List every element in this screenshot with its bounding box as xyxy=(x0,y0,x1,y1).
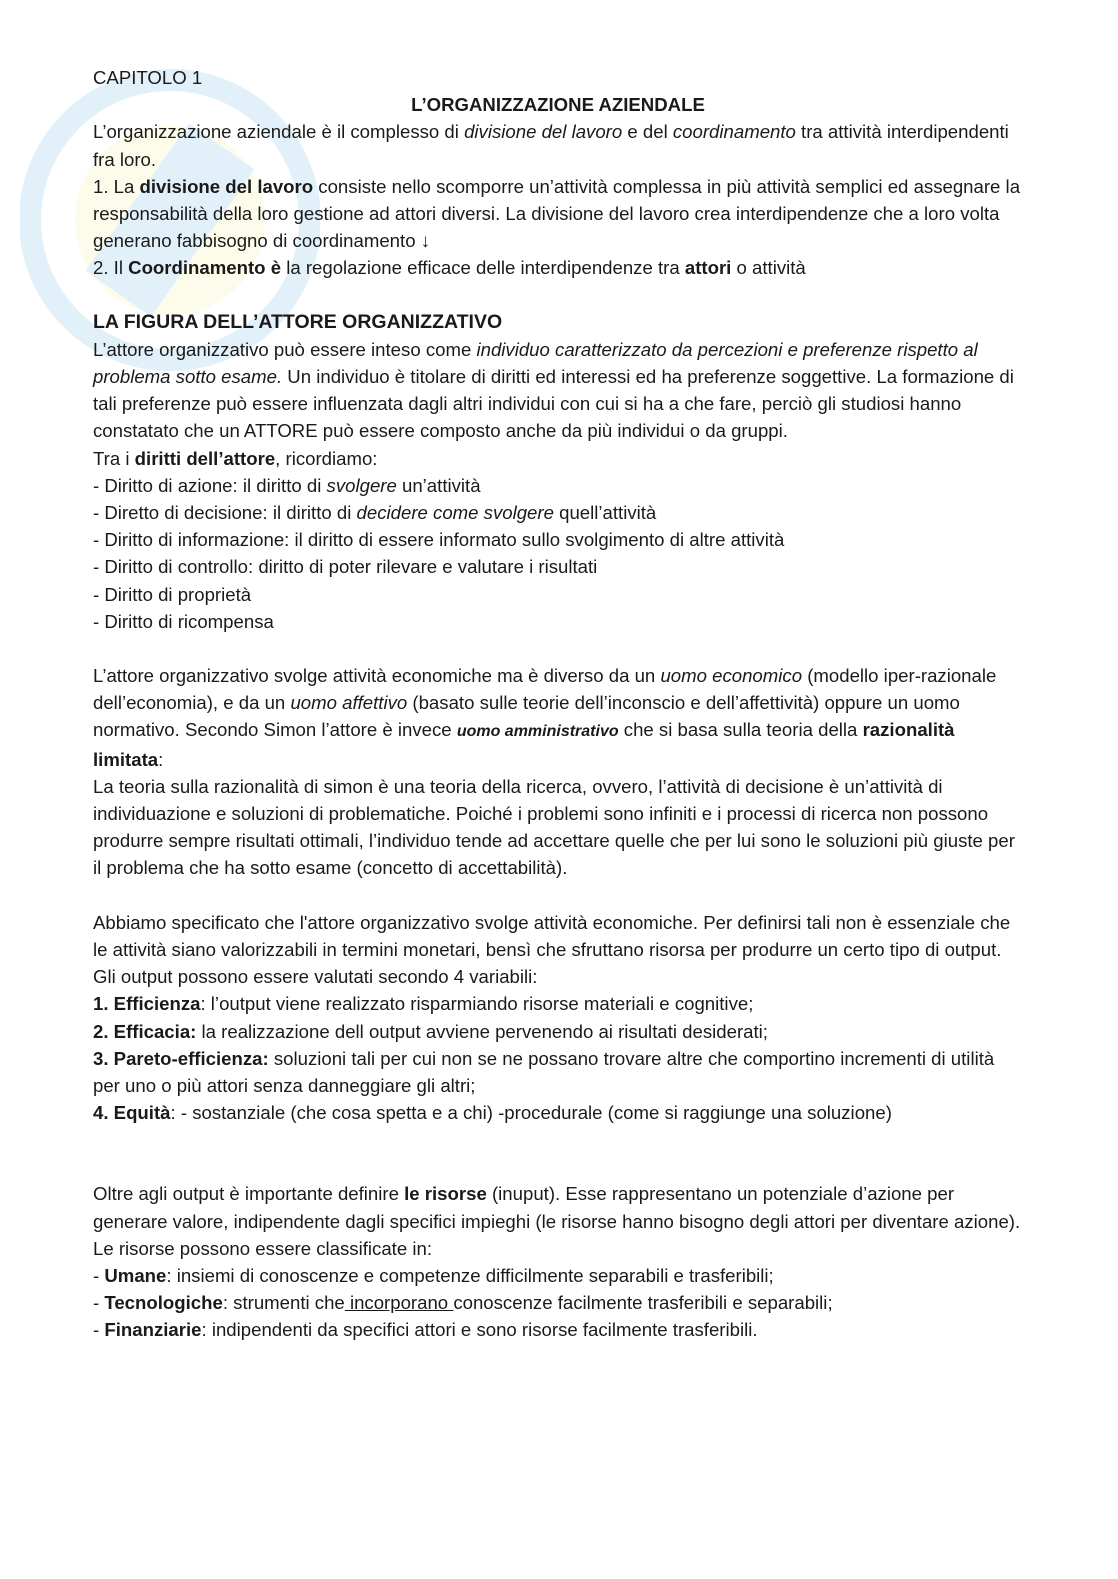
section-heading: LA FIGURA DELL’ATTORE ORGANIZZATIVO xyxy=(93,310,503,333)
list-item: - Diritto di azione: il diritto di svolgere un’attività xyxy=(93,474,481,496)
chapter-label: CAPITOLO 1 xyxy=(93,67,203,88)
bounded-rationality-paragraph: La teoria sulla razionalità di simon è una teoria della ricerca, ovvero, l’attività di decisione è un’attività di individuazione e soluzioni di problematiche. Poiché i problemi sono infiniti e i processi di ricerca non possono produrre sempre risultati ottimali, l’individuo tende ad accettare quelle che per lui sono le soluzioni più giuste per il problema che ha sotto esame (concetto di accettabilità). xyxy=(93,775,1015,879)
list-item: - Umane: insiemi di conoscenze e competenze difficilmente separabili e trasferibili; xyxy=(93,1264,774,1286)
list-item: - Diretto di decisione: il diritto di decidere come svolgere quell’attività xyxy=(93,502,657,524)
list-item: 1. Efficienza: l’output viene realizzato risparmiando risorse materiali e cognitive; xyxy=(93,993,754,1015)
list-item: - Diritto di informazione: il diritto di essere informato sullo svolgimento di altre attività xyxy=(93,529,785,551)
list-item: 3. Pareto-efficienza: soluzioni tali per cui non se ne possano trovare altre che comportino incrementi di utilità per uno o più attori senza danneggiare gli altri; xyxy=(93,1047,995,1096)
list-item: 2. Efficacia: la realizzazione dell output avviene pervenendo ai risultati desiderati; xyxy=(93,1020,768,1042)
list-item: - Tecnologiche: strumenti che incorporano conoscenze facilmente trasferibili e separabili; xyxy=(93,1292,833,1314)
actor-definition-paragraph: L’attore organizzativo può essere inteso come individuo caratterizzato da percezioni e preferenze rispetto al problema sotto esame. Un individuo è titolare di diritti ed interessi ed ha preferenze soggettive. La formazione di tali preferenze può essere influenzata dagli altri individui con cui si ha a che fare, perciò gli studiosi hanno constatato che un ATTORE può essere composto anche da più individui o da gruppi. xyxy=(93,338,1014,442)
list-item: 4. Equità: - sostanziale (che cosa spetta e a chi) -procedurale (come si raggiunge una soluzione) xyxy=(93,1102,892,1124)
economic-man-paragraph: L’attore organizzativo svolge attività economiche ma è diverso da un uomo economico (modello iper-razionale dell’economia), e da un uomo affettivo (basato sulle teorie dell’inconscio e dell’affettività) oppure un uomo normativo. Secondo Simon l’attore è invece uomo amministrativo che si basa sulla teoria della razionalità limitata: xyxy=(93,665,997,770)
list-item: - Diritto di ricompensa xyxy=(93,610,274,632)
coordination-paragraph: 2. Il Coordinamento è la regolazione efficace delle interdipendenze tra attori o attività xyxy=(93,257,806,279)
list-item: - Diritto di proprietà xyxy=(93,583,252,605)
division-of-labor-paragraph: 1. La divisione del lavoro consiste nello scomporre un’attività complessa in più attività semplici ed assegnare la responsabilità della loro gestione ad attori diversi. La divisione del lavoro crea interdipendenze che a loro volta generano fabbisogno di coordinamento ↓ xyxy=(93,175,1021,252)
list-item: - Finanziarie: indipendenti da specifici attori e sono risorse facilmente trasferibili. xyxy=(93,1319,758,1341)
intro-paragraph: L’organizzazione aziendale è il complesso di divisione del lavoro e del coordinamento tra attività interdipendenti fra loro. xyxy=(93,121,1009,170)
list-item: - Diritto di controllo: diritto di poter rilevare e valutare i risultati xyxy=(93,556,598,578)
document-title: L’ORGANIZZAZIONE AZIENDALE xyxy=(411,94,705,116)
output-paragraph: Abbiamo specificato che l'attore organizzativo svolge attività economiche. Per definirsi tali non è essenziale che le attività siano valorizzabili in termini monetari, bensì che sfruttano risorsa per produrre un certo tipo di output. Gli output possono essere valutati secondo 4 variabili: xyxy=(93,911,1011,988)
resources-paragraph: Oltre agli output è importante definire le risorse (inuput). Esse rappresentano un potenziale d’azione per generare valore, indipendente dagli specifici impieghi (le risorse hanno bisogno degli attori per diventare azione). Le risorse possono essere classificate in: xyxy=(93,1183,1021,1259)
rights-intro: Tra i diritti dell’attore, ricordiamo: xyxy=(93,447,378,469)
document-page xyxy=(93,64,1023,1344)
